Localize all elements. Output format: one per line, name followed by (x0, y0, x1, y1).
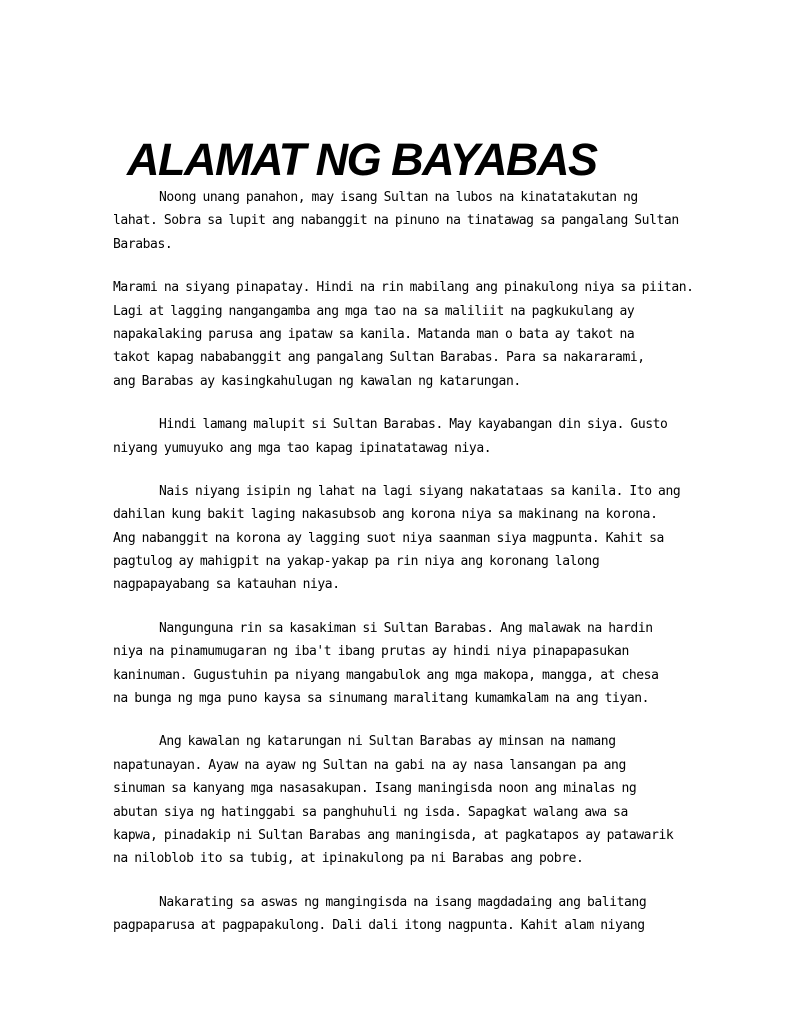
paragraph-line: pagtulog ay mahigpit na yakap-yakap pa rin niya ang koronang lalong (113, 554, 600, 570)
paragraph-line: Ang kawalan ng katarungan ni Sultan Barabas ay minsan na namang (159, 734, 616, 750)
paragraph-line: pagpaparusa at pagpapakulong. Dali dali itong nagpunta. Kahit alam niyang (113, 918, 645, 934)
paragraph-line: Marami na siyang pinapatay. Hindi na rin mabilang ang pinakulong niya sa piitan. (113, 280, 694, 296)
paragraph-line: nagpapayabang sa katauhan niya. (113, 577, 340, 593)
paragraph-line: lahat. Sobra sa lupit ang nabanggit na pinuno na tinatawag sa pangalang Sultan (113, 213, 679, 229)
paragraph-7 (113, 891, 683, 938)
paragraph-line: abutan siya ng hatinggabi sa panghuhuli ng isda. Sapagkat walang awa sa (113, 804, 628, 820)
paragraph-line: niyang yumuyuko ang mga tao kapag ipinatatawag niya. (113, 440, 492, 456)
paragraph-6 (113, 730, 683, 870)
paragraph-line: takot kapag nababanggit ang pangalang Sultan Barabas. Para sa nakararami, (113, 350, 645, 366)
paragraph-line: Barabas. (113, 236, 173, 252)
paragraph-line: napakalaking parusa ang ipataw sa kanila. Matanda man o bata ay takot na (113, 326, 635, 342)
paragraph-line: Hindi lamang malupit si Sultan Barabas. May kayabangan din siya. Gusto (159, 417, 668, 433)
paragraph-2 (113, 276, 694, 393)
paragraph-3 (113, 413, 683, 460)
paragraph-5 (113, 617, 683, 711)
paragraph-1 (113, 186, 683, 256)
paragraph-line: sinuman sa kanyang mga nasasakupan. Isang maningisda noon ang minalas ng (113, 781, 637, 797)
paragraph-line: na niloblob ito sa tubig, at ipinakulong pa ni Barabas ang pobre. (113, 851, 584, 867)
document-body (113, 186, 694, 958)
paragraph-line: na bunga ng mga puno kaysa sa sinumang maralitang kumamkalam na ang tiyan. (113, 691, 650, 707)
paragraph-line: niya na pinamumugaran ng iba't ibang prutas ay hindi niya pinapapasukan (113, 644, 629, 660)
paragraph-line: dahilan kung bakit laging nakasubsob ang korona niya sa makinang na korona. (113, 507, 658, 523)
document-title: ALAMAT NG BAYABAS (127, 134, 597, 185)
paragraph-line: kaninuman. Gugustuhin pa niyang mangabulok ang mga makopa, mangga, at chesa (113, 667, 659, 683)
paragraph-line: Nakarating sa aswas ng mangingisda na isang magdadaing ang balitang (159, 894, 647, 910)
paragraph-line: Ang nabanggit na korona ay lagging suot niya saanman siya magpunta. Kahit sa (113, 530, 664, 546)
paragraph-line: kapwa, pinadakip ni Sultan Barabas ang maningisda, at pagkatapos ay patawarik (113, 827, 674, 843)
paragraph-line: Nangunguna rin sa kasakiman si Sultan Barabas. Ang malawak na hardin (159, 620, 653, 636)
paragraph-line: ang Barabas ay kasingkahulugan ng kawalan ng katarungan. (113, 373, 521, 389)
paragraph-line: Nais niyang isipin ng lahat na lagi siyang nakatataas sa kanila. Ito ang (159, 483, 681, 499)
paragraph-line: Noong unang panahon, may isang Sultan na lubos na kinatatakutan ng (159, 190, 638, 205)
paragraph-line: napatunayan. Ayaw na ayaw ng Sultan na gabi na ay nasa lansangan pa ang (113, 757, 626, 773)
paragraph-line: Lagi at lagging nangangamba ang mga tao na sa maliliit na pagkukulang ay (113, 303, 635, 319)
paragraph-4 (113, 480, 683, 597)
